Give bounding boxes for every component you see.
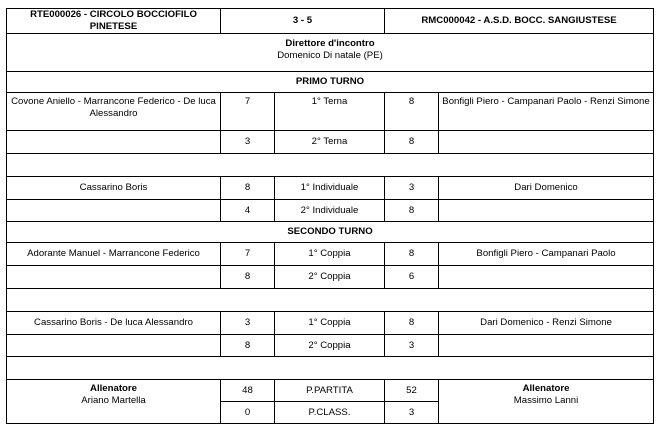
spacer-cell [7, 357, 654, 380]
turn-header-row [7, 222, 654, 243]
away-players [439, 200, 654, 222]
spacer-row [7, 289, 654, 312]
partita-label: P.PARTITA [275, 380, 385, 402]
home-coach-label: Allenatore [90, 383, 137, 394]
home-score: 8 [221, 177, 275, 200]
game-label: 2° Coppia [275, 335, 385, 357]
away-players: Bonfigli Piero - Campanari Paolo - Renzi Simone [439, 93, 654, 131]
away-team: RMC000042 - A.S.D. BOCC. SANGIUSTESE [385, 9, 654, 34]
first-turn-title: PRIMO TURNO [7, 72, 654, 93]
partita-home: 48 [221, 380, 275, 402]
director-label: Direttore d'incontro [285, 38, 375, 49]
match-table [6, 8, 654, 424]
game-label: 1° Coppia [275, 312, 385, 335]
home-score: 7 [221, 93, 275, 131]
home-players [7, 335, 221, 357]
game-row [7, 131, 654, 154]
spacer-row [7, 357, 654, 380]
class-away: 3 [385, 402, 439, 424]
director-row [7, 34, 654, 72]
home-team: RTE000026 - CIRCOLO BOCCIOFILO PINETESE [7, 9, 221, 34]
game-row [7, 93, 654, 131]
away-score: 8 [385, 131, 439, 154]
game-row [7, 266, 654, 289]
footer-row [7, 380, 654, 402]
spacer-row [7, 154, 654, 177]
header-row [7, 9, 654, 34]
away-coach-label: Allenatore [522, 383, 570, 394]
away-score: 8 [385, 312, 439, 335]
away-players: Dari Domenico - Renzi Simone [439, 312, 654, 335]
class-home: 0 [221, 402, 275, 424]
away-score: 8 [385, 243, 439, 266]
game-row [7, 335, 654, 357]
away-players: Dari Domenico [439, 177, 654, 200]
home-coach-name: Ariano Martella [81, 395, 146, 406]
home-score: 4 [221, 200, 275, 222]
game-label: 1° Individuale [275, 177, 385, 200]
away-score: 8 [385, 93, 439, 131]
away-score: 3 [385, 335, 439, 357]
game-label: 1° Terna [275, 93, 385, 131]
away-players [439, 335, 654, 357]
away-score: 6 [385, 266, 439, 289]
second-turn-title: SECONDO TURNO [7, 222, 654, 243]
home-score: 3 [221, 131, 275, 154]
game-row [7, 243, 654, 266]
home-score: 8 [221, 266, 275, 289]
spacer-cell [7, 154, 654, 177]
home-coach-cell [7, 380, 221, 424]
home-players: Covone Aniello - Marrancone Federico - De luca Alessandro [7, 93, 221, 131]
game-label: 2° Individuale [275, 200, 385, 222]
home-players: Cassarino Boris [7, 177, 221, 200]
director-cell [7, 34, 654, 72]
game-row [7, 312, 654, 335]
away-players [439, 131, 654, 154]
game-row [7, 200, 654, 222]
partita-away: 52 [385, 380, 439, 402]
game-label: 2° Terna [275, 131, 385, 154]
away-players [439, 266, 654, 289]
home-score: 8 [221, 335, 275, 357]
match-report [6, 8, 653, 418]
home-players [7, 266, 221, 289]
turn-header-row [7, 72, 654, 93]
home-players [7, 200, 221, 222]
home-players: Cassarino Boris - De luca Alessandro [7, 312, 221, 335]
away-coach-name: Massimo Lanni [513, 395, 579, 406]
home-players: Adorante Manuel - Marrancone Federico [7, 243, 221, 266]
home-score: 7 [221, 243, 275, 266]
class-label: P.CLASS. [275, 402, 385, 424]
game-label: 2° Coppia [275, 266, 385, 289]
game-row [7, 177, 654, 200]
away-coach-cell [439, 380, 654, 424]
away-players: Bonfigli Piero - Campanari Paolo [439, 243, 654, 266]
away-score: 8 [385, 200, 439, 222]
game-label: 1° Coppia [275, 243, 385, 266]
away-score: 3 [385, 177, 439, 200]
director-name: Domenico Di natale (PE) [277, 50, 383, 61]
spacer-cell [7, 289, 654, 312]
match-score: 3 - 5 [221, 9, 385, 34]
home-score: 3 [221, 312, 275, 335]
home-players [7, 131, 221, 154]
